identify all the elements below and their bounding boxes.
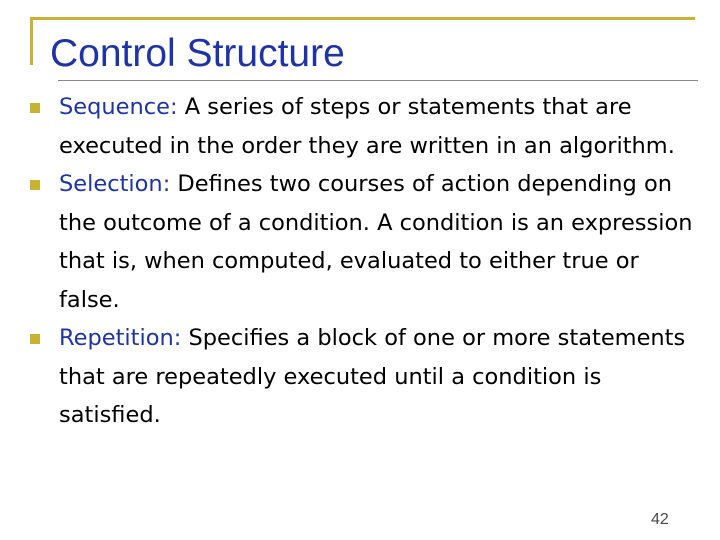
bullet-item-selection bbox=[26, 165, 696, 319]
square-bullet-icon bbox=[30, 334, 40, 344]
slide-frame-top bbox=[30, 17, 695, 20]
bullet-term: Sequence: bbox=[59, 94, 178, 120]
bullet-term: Repetition: bbox=[59, 325, 182, 351]
slide-frame-left bbox=[30, 17, 33, 65]
square-bullet-icon bbox=[30, 103, 40, 113]
bullet-text: A series of steps or statements that are executed in the order they are written in an algorithm. bbox=[59, 94, 675, 159]
bullet-text: Specifies a block of one or more statements that are repeatedly executed until a condition is satisfied. bbox=[59, 325, 686, 428]
bullet-list bbox=[26, 88, 696, 435]
title-divider bbox=[58, 80, 698, 81]
page-number: 42 bbox=[651, 511, 669, 528]
square-bullet-icon bbox=[30, 180, 40, 190]
bullet-term: Selection: bbox=[59, 171, 171, 197]
bullet-item-repetition bbox=[26, 319, 696, 435]
bullet-item-sequence bbox=[26, 88, 696, 165]
bullet-text: Defines two courses of action depending on the outcome of a condition. A condition is an expression that is, when computed, evaluated to either true or false. bbox=[59, 171, 693, 313]
slide-title: Control Structure bbox=[50, 32, 345, 75]
